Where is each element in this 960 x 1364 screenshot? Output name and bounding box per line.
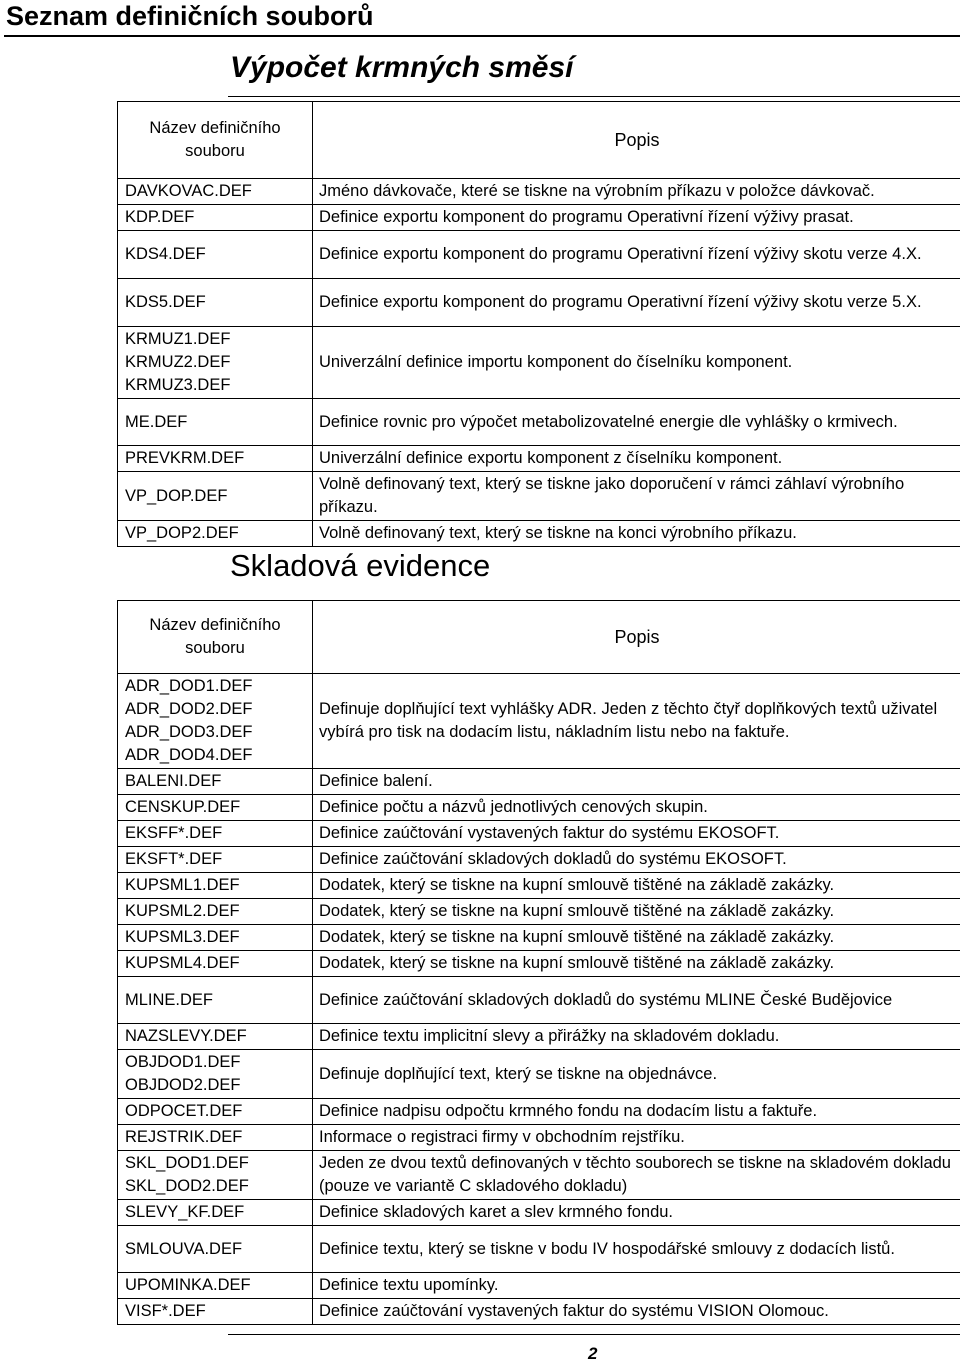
table-row: [118, 925, 960, 951]
table-row: [118, 977, 960, 1024]
table-row: [118, 205, 960, 231]
table-row: [118, 399, 960, 446]
definition-filename: ADR_DOD3.DEF: [125, 721, 311, 744]
filename-cell: [118, 1125, 313, 1151]
description-cell: Definice nadpisu odpočtu krmného fondu na dodacím listu a faktuře.: [313, 1099, 960, 1125]
definition-filename: KDS5.DEF: [125, 291, 311, 314]
description-cell: Definice zaúčtování vystavených faktur do systému VISION Olomouc.: [313, 1299, 960, 1325]
filename-cell: [118, 205, 313, 231]
filename-cell: [118, 899, 313, 925]
definition-filename: ADR_DOD2.DEF: [125, 698, 311, 721]
description-cell: Dodatek, který se tiskne na kupní smlouvě tištěné na základě zakázky.: [313, 873, 960, 899]
definition-filename: ODPOCET.DEF: [125, 1100, 311, 1123]
title-divider: [4, 35, 960, 37]
description-cell: Definice zaúčtování skladových dokladů do systému EKOSOFT.: [313, 847, 960, 873]
filename-cell: [118, 179, 313, 205]
table-row: [118, 769, 960, 795]
column-header-filename: Název definičního souboru: [118, 601, 313, 674]
description-cell: Univerzální definice importu komponent do číselníku komponent.: [313, 327, 960, 399]
definition-filename: KDS4.DEF: [125, 243, 311, 266]
description-cell: Definice exportu komponent do programu Operativní řízení výživy skotu verze 5.X.: [313, 279, 960, 327]
definition-filename: BALENI.DEF: [125, 770, 311, 793]
table-row: [118, 873, 960, 899]
description-cell: Definice skladových karet a slev krmného fondu.: [313, 1200, 960, 1226]
description-cell: Definice zaúčtování skladových dokladů do systému MLINE České Budějovice: [313, 977, 960, 1024]
column-header-description: Popis: [313, 102, 960, 179]
table-body: [118, 179, 960, 547]
definition-filename: OBJDOD2.DEF: [125, 1074, 311, 1097]
definition-filename: ADR_DOD1.DEF: [125, 675, 311, 698]
section-title-warehouse: Skladová evidence: [230, 546, 490, 586]
definition-filename: PREVKRM.DEF: [125, 447, 311, 470]
table-row: [118, 179, 960, 205]
section-title-feed-mix: Výpočet krmných směsí: [230, 48, 574, 88]
definition-filename: SKL_DOD1.DEF: [125, 1152, 311, 1175]
table-row: [118, 327, 960, 399]
table-row: [118, 231, 960, 279]
filename-cell: [118, 925, 313, 951]
description-cell: Definice balení.: [313, 769, 960, 795]
description-cell: Dodatek, který se tiskne na kupní smlouvě tištěné na základě zakázky.: [313, 951, 960, 977]
definition-filename: NAZSLEVY.DEF: [125, 1025, 311, 1048]
definition-filename: ME.DEF: [125, 411, 311, 434]
definition-filename: OBJDOD1.DEF: [125, 1051, 311, 1074]
definition-filename: REJSTRIK.DEF: [125, 1126, 311, 1149]
definition-filename: KUPSML2.DEF: [125, 900, 311, 923]
description-cell: Dodatek, který se tiskne na kupní smlouvě tištěné na základě zakázky.: [313, 925, 960, 951]
table-row: [118, 1226, 960, 1273]
definition-table-warehouse: [117, 600, 960, 1325]
description-cell: Univerzální definice exportu komponent z číselníku komponent.: [313, 446, 960, 472]
table-row: [118, 472, 960, 521]
definition-filename: EKSFT*.DEF: [125, 848, 311, 871]
table-header-row: [118, 601, 960, 674]
filename-cell: [118, 521, 313, 547]
description-cell: Definice exportu komponent do programu Operativní řízení výživy skotu verze 4.X.: [313, 231, 960, 279]
table-row: [118, 1273, 960, 1299]
filename-cell: [118, 446, 313, 472]
filename-cell: [118, 769, 313, 795]
document-title: Seznam definičních souborů: [6, 0, 374, 32]
definition-filename: VISF*.DEF: [125, 1300, 311, 1323]
definition-filename: SLEVY_KF.DEF: [125, 1201, 311, 1224]
definition-filename: KUPSML3.DEF: [125, 926, 311, 949]
description-cell: Jeden ze dvou textů definovaných v těchto souborech se tiskne na skladovém dokladu (pouze ve variantě C skladového dokladu): [313, 1151, 960, 1200]
filename-cell: [118, 1226, 313, 1273]
table-row: [118, 446, 960, 472]
filename-cell: [118, 399, 313, 446]
description-cell: Definice počtu a názvů jednotlivých cenových skupin.: [313, 795, 960, 821]
table-row: [118, 951, 960, 977]
table-row: [118, 1050, 960, 1099]
description-cell: Definice exportu komponent do programu Operativní řízení výživy prasat.: [313, 205, 960, 231]
table-row: [118, 279, 960, 327]
table-row: [118, 674, 960, 769]
description-cell: Dodatek, který se tiskne na kupní smlouvě tištěné na základě zakázky.: [313, 899, 960, 925]
definition-filename: KRMUZ2.DEF: [125, 351, 311, 374]
description-cell: Definuje doplňující text vyhlášky ADR. Jeden z těchto čtyř doplňkových textů uživatel vybírá pro tisk na dodacím listu, nákladním listu nebo na faktuře.: [313, 674, 960, 769]
filename-cell: [118, 821, 313, 847]
definition-filename: DAVKOVAC.DEF: [125, 180, 311, 203]
definition-filename: VP_DOP.DEF: [125, 485, 311, 508]
definition-filename: KRMUZ3.DEF: [125, 374, 311, 397]
table-row: [118, 821, 960, 847]
table-row: [118, 1299, 960, 1325]
column-header-filename: Název definičního souboru: [118, 102, 313, 179]
filename-cell: [118, 1024, 313, 1050]
definition-filename: SMLOUVA.DEF: [125, 1238, 311, 1261]
filename-cell: [118, 1299, 313, 1325]
description-cell: Jméno dávkovače, které se tiskne na výrobním příkazu v položce dávkovač.: [313, 179, 960, 205]
filename-cell: [118, 472, 313, 521]
section-divider: [228, 96, 960, 97]
description-cell: Definice zaúčtování vystavených faktur do systému EKOSOFT.: [313, 821, 960, 847]
table-row: [118, 1200, 960, 1226]
filename-cell: [118, 1200, 313, 1226]
filename-cell: [118, 873, 313, 899]
definition-filename: VP_DOP2.DEF: [125, 522, 311, 545]
filename-cell: [118, 795, 313, 821]
description-cell: Definice rovnic pro výpočet metabolizovatelné energie dle vyhlášky o krmivech.: [313, 399, 960, 446]
filename-cell: [118, 977, 313, 1024]
definition-filename: KRMUZ1.DEF: [125, 328, 311, 351]
filename-cell: [118, 231, 313, 279]
table-row: [118, 1125, 960, 1151]
definition-filename: KUPSML4.DEF: [125, 952, 311, 975]
table-row: [118, 1151, 960, 1200]
filename-cell: [118, 1151, 313, 1200]
description-cell: Definuje doplňující text, který se tiskne na objednávce.: [313, 1050, 960, 1099]
definition-filename: ADR_DOD4.DEF: [125, 744, 311, 767]
definition-filename: UPOMINKA.DEF: [125, 1274, 311, 1297]
definition-filename: CENSKUP.DEF: [125, 796, 311, 819]
description-cell: Volně definovaný text, který se tiskne na konci výrobního příkazu.: [313, 521, 960, 547]
description-cell: Definice textu upomínky.: [313, 1273, 960, 1299]
filename-cell: [118, 951, 313, 977]
description-cell: Volně definovaný text, který se tiskne jako doporučení v rámci záhlaví výrobního příkazu.: [313, 472, 960, 521]
footer-divider: [228, 1334, 960, 1335]
table-row: [118, 847, 960, 873]
page-number: 2: [588, 1344, 597, 1364]
column-header-description: Popis: [313, 601, 960, 674]
table-row: [118, 521, 960, 547]
definition-table-feed-mix: [117, 101, 960, 547]
description-cell: Informace o registraci firmy v obchodním rejstříku.: [313, 1125, 960, 1151]
table-row: [118, 1099, 960, 1125]
filename-cell: [118, 279, 313, 327]
description-cell: Definice textu implicitní slevy a přirážky na skladovém dokladu.: [313, 1024, 960, 1050]
filename-cell: [118, 847, 313, 873]
definition-filename: KDP.DEF: [125, 206, 311, 229]
table-row: [118, 795, 960, 821]
definition-filename: EKSFF*.DEF: [125, 822, 311, 845]
table-header-row: [118, 102, 960, 179]
definition-filename: KUPSML1.DEF: [125, 874, 311, 897]
definition-filename: MLINE.DEF: [125, 989, 311, 1012]
definition-filename: SKL_DOD2.DEF: [125, 1175, 311, 1198]
filename-cell: [118, 1273, 313, 1299]
filename-cell: [118, 674, 313, 769]
filename-cell: [118, 1099, 313, 1125]
filename-cell: [118, 1050, 313, 1099]
filename-cell: [118, 327, 313, 399]
table-row: [118, 1024, 960, 1050]
table-body: [118, 674, 960, 1325]
table-row: [118, 899, 960, 925]
description-cell: Definice textu, který se tiskne v bodu IV hospodářské smlouvy z dodacích listů.: [313, 1226, 960, 1273]
